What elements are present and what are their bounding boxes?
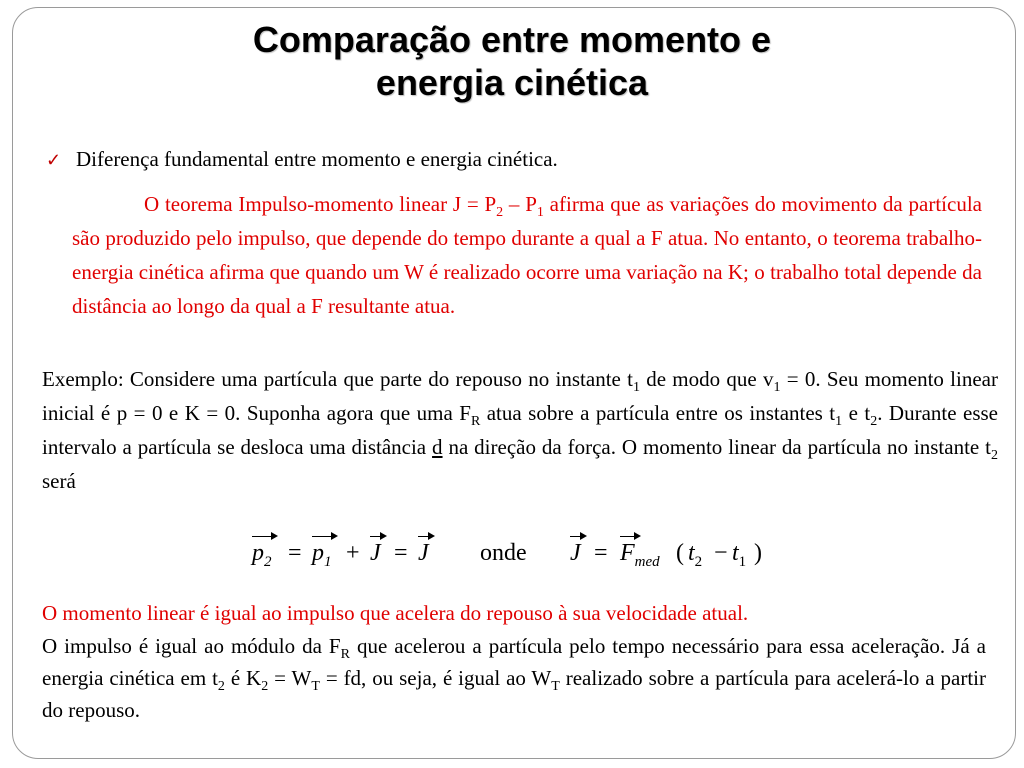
plus-sign: + xyxy=(346,540,360,566)
subscript: T xyxy=(311,679,320,695)
subscript: T xyxy=(551,679,560,695)
med-subscript: med xyxy=(634,554,660,570)
vector-j: J xyxy=(418,540,429,566)
t2: $t_2$ xyxy=(688,540,703,570)
subscript: R xyxy=(340,647,350,663)
close-paren: ) xyxy=(754,540,762,566)
subscript: 2 xyxy=(496,205,504,221)
t1: $t_1$ xyxy=(732,540,747,570)
vector-f: F xyxy=(620,540,635,566)
equals-sign: = xyxy=(594,540,608,566)
final-text: que acelerou a partícula pelo tempo necessário para essa aceleração. Já a energia cinética em t xyxy=(42,634,986,690)
slide-title xyxy=(40,18,984,104)
vector-p2: $p_2$ xyxy=(252,540,272,570)
onde-word: onde xyxy=(480,540,527,566)
open-paren: ( xyxy=(676,540,684,566)
example-text: na direção da força. O momento linear da partícula no instante t xyxy=(442,435,991,459)
subscript: 2 xyxy=(870,414,878,430)
minus-sign: − xyxy=(714,540,728,566)
subscript: 1 xyxy=(536,205,544,221)
red-text-a: O teorema Impulso-momento linear J = P xyxy=(144,192,497,216)
subscript: 1 xyxy=(773,380,781,396)
subscript: 1 xyxy=(835,414,843,430)
equals-sign: = xyxy=(394,540,408,566)
underlined-distance: d xyxy=(432,435,443,459)
example-text: = 0. Seu momento linear inicial é p = 0 e K = 0. Suponha agora que uma F xyxy=(42,367,998,425)
subscript: 2 xyxy=(991,448,998,464)
bullet-item xyxy=(46,146,558,173)
equals-sign: = xyxy=(288,540,302,566)
example-text: Exemplo: Considere uma partícula que parte do repouso no instante t xyxy=(42,367,633,391)
example-text: e t xyxy=(842,401,871,425)
final-text: é K xyxy=(224,666,262,690)
example-text: de modo que v xyxy=(639,367,774,391)
subscript: 2 xyxy=(217,679,225,695)
example-text: será xyxy=(42,469,76,493)
checkmark-icon: ✓ xyxy=(46,150,62,170)
final-paragraph xyxy=(42,630,986,726)
red-conclusion: O momento linear é igual ao impulso que acelera do repouso à sua velocidade atual. xyxy=(42,601,749,625)
bullet-text: Diferença fundamental entre momento e energia cinética. xyxy=(76,147,558,171)
red-paragraph xyxy=(72,187,982,323)
red-text-b: – P xyxy=(503,192,537,216)
final-text: O impulso é igual ao módulo da F xyxy=(42,634,341,658)
subscript: 2 xyxy=(261,679,269,695)
vector-j: J xyxy=(570,540,581,566)
subscript: 1 xyxy=(632,380,640,396)
vector-j: J xyxy=(370,540,381,566)
final-text: realizado sobre a partícula para acelerá-lo a partir do repouso. xyxy=(42,666,986,722)
example-text: atua sobre a partícula entre os instantes t xyxy=(480,401,836,425)
final-text: = W xyxy=(268,666,312,690)
title-line-2: energia cinética xyxy=(375,62,649,103)
subscript: R xyxy=(470,414,481,430)
example-text: . Durante esse intervalo a partícula se desloca uma distância xyxy=(42,401,999,459)
red-text-c: afirma que as variações do movimento da partícula são produzido pelo impulso, que depende do tempo durante a qual a F atua. No entanto, o teorema trabalho-energia cinética afirma que quando um W é realizado ocorre uma variação na K; o trabalho total depende da distância ao longo da qual a F resultante atua. xyxy=(72,192,982,318)
example-paragraph xyxy=(42,362,998,498)
vector-p1: $p_1$ xyxy=(312,540,332,570)
final-text: = fd, ou seja, é igual ao W xyxy=(319,666,552,690)
title-line-1: Comparação entre momento e xyxy=(252,19,772,60)
